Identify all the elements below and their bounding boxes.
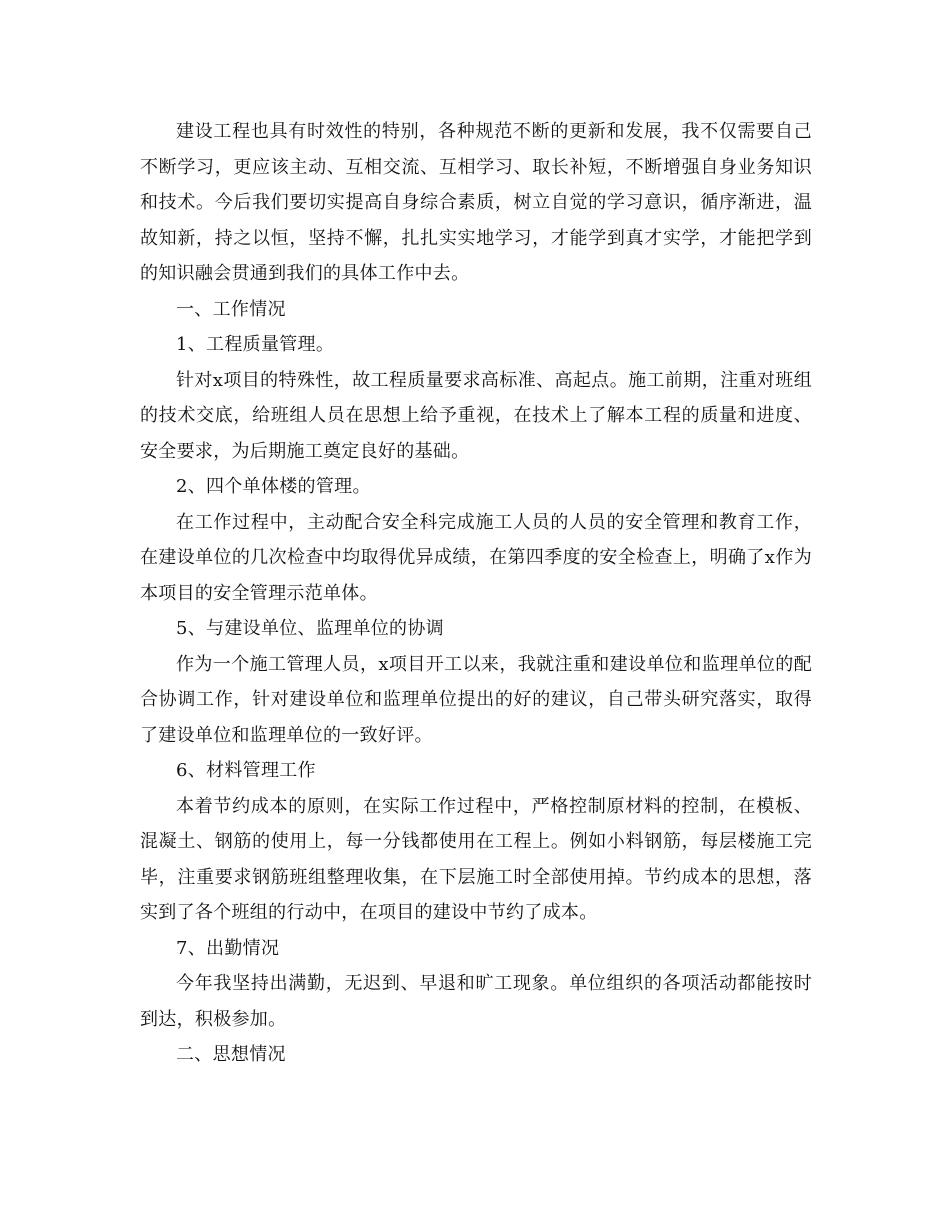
paragraph-quality: 针对x项目的特殊性，故工程质量要求高标准、高起点。施工前期，注重对班组的技术交底，给班组人员在思想上给予重视，在技术上了解本工程的质量和进度、安全要求，为后期施工奠定良好的基础。 — [140, 369, 812, 462]
subheading-buildings: 2、四个单体楼的管理。 — [176, 476, 371, 497]
subheading-coordination: 5、与建设单位、监理单位的协调 — [176, 618, 444, 639]
section-heading-thought: 二、思想情况 — [176, 1044, 286, 1065]
paragraph-materials: 本着节约成本的原则，在实际工作过程中，严格控制原材料的控制，在模板、混凝土、钢筋的使用上，每一分钱都使用在工程上。例如小料钢筋，每层楼施工完毕，注重要求钢筋班组整理收集，在下层施工时全部使用掉。节约成本的思想，落实到了各个班组的行动中，在项目的建设中节约了成本。 — [140, 795, 812, 923]
paragraph-study: 建设工程也具有时效性的特别，各种规范不断的更新和发展，我不仅需要自己不断学习，更应该主动、互相交流、互相学习、取长补短，不断增强自身业务知识和技术。今后我们要切实提高自身综合素质，树立自觉的学习意识，循序渐进，温故知新，持之以恒，坚持不懈，扎扎实实地学习，才能学到真才实学，才能把学到的知识融会贯通到我们的具体工作中去。 — [140, 121, 812, 284]
paragraph-buildings: 在工作过程中，主动配合安全科完成施工人员的人员的安全管理和教育工作，在建设单位的几次检查中均取得优异成绩，在第四季度的安全检查上，明确了x作为本项目的安全管理示范单体。 — [140, 511, 812, 604]
paragraph-attendance: 今年我坚持出满勤，无迟到、早退和旷工现象。单位组织的各项活动都能按时到达，积极参加。 — [140, 973, 812, 1030]
paragraph-coordination: 作为一个施工管理人员，x项目开工以来，我就注重和建设单位和监理单位的配合协调工作，针对建设单位和监理单位提出的好的建议，自己带头研究落实，取得了建设单位和监理单位的一致好评。 — [140, 653, 812, 746]
subheading-materials: 6、材料管理工作 — [176, 760, 316, 781]
section-heading-work: 一、工作情况 — [176, 298, 286, 320]
subheading-quality: 1、工程质量管理。 — [176, 334, 335, 355]
subheading-attendance: 7、出勤情况 — [176, 937, 280, 959]
document-body — [140, 114, 812, 1073]
